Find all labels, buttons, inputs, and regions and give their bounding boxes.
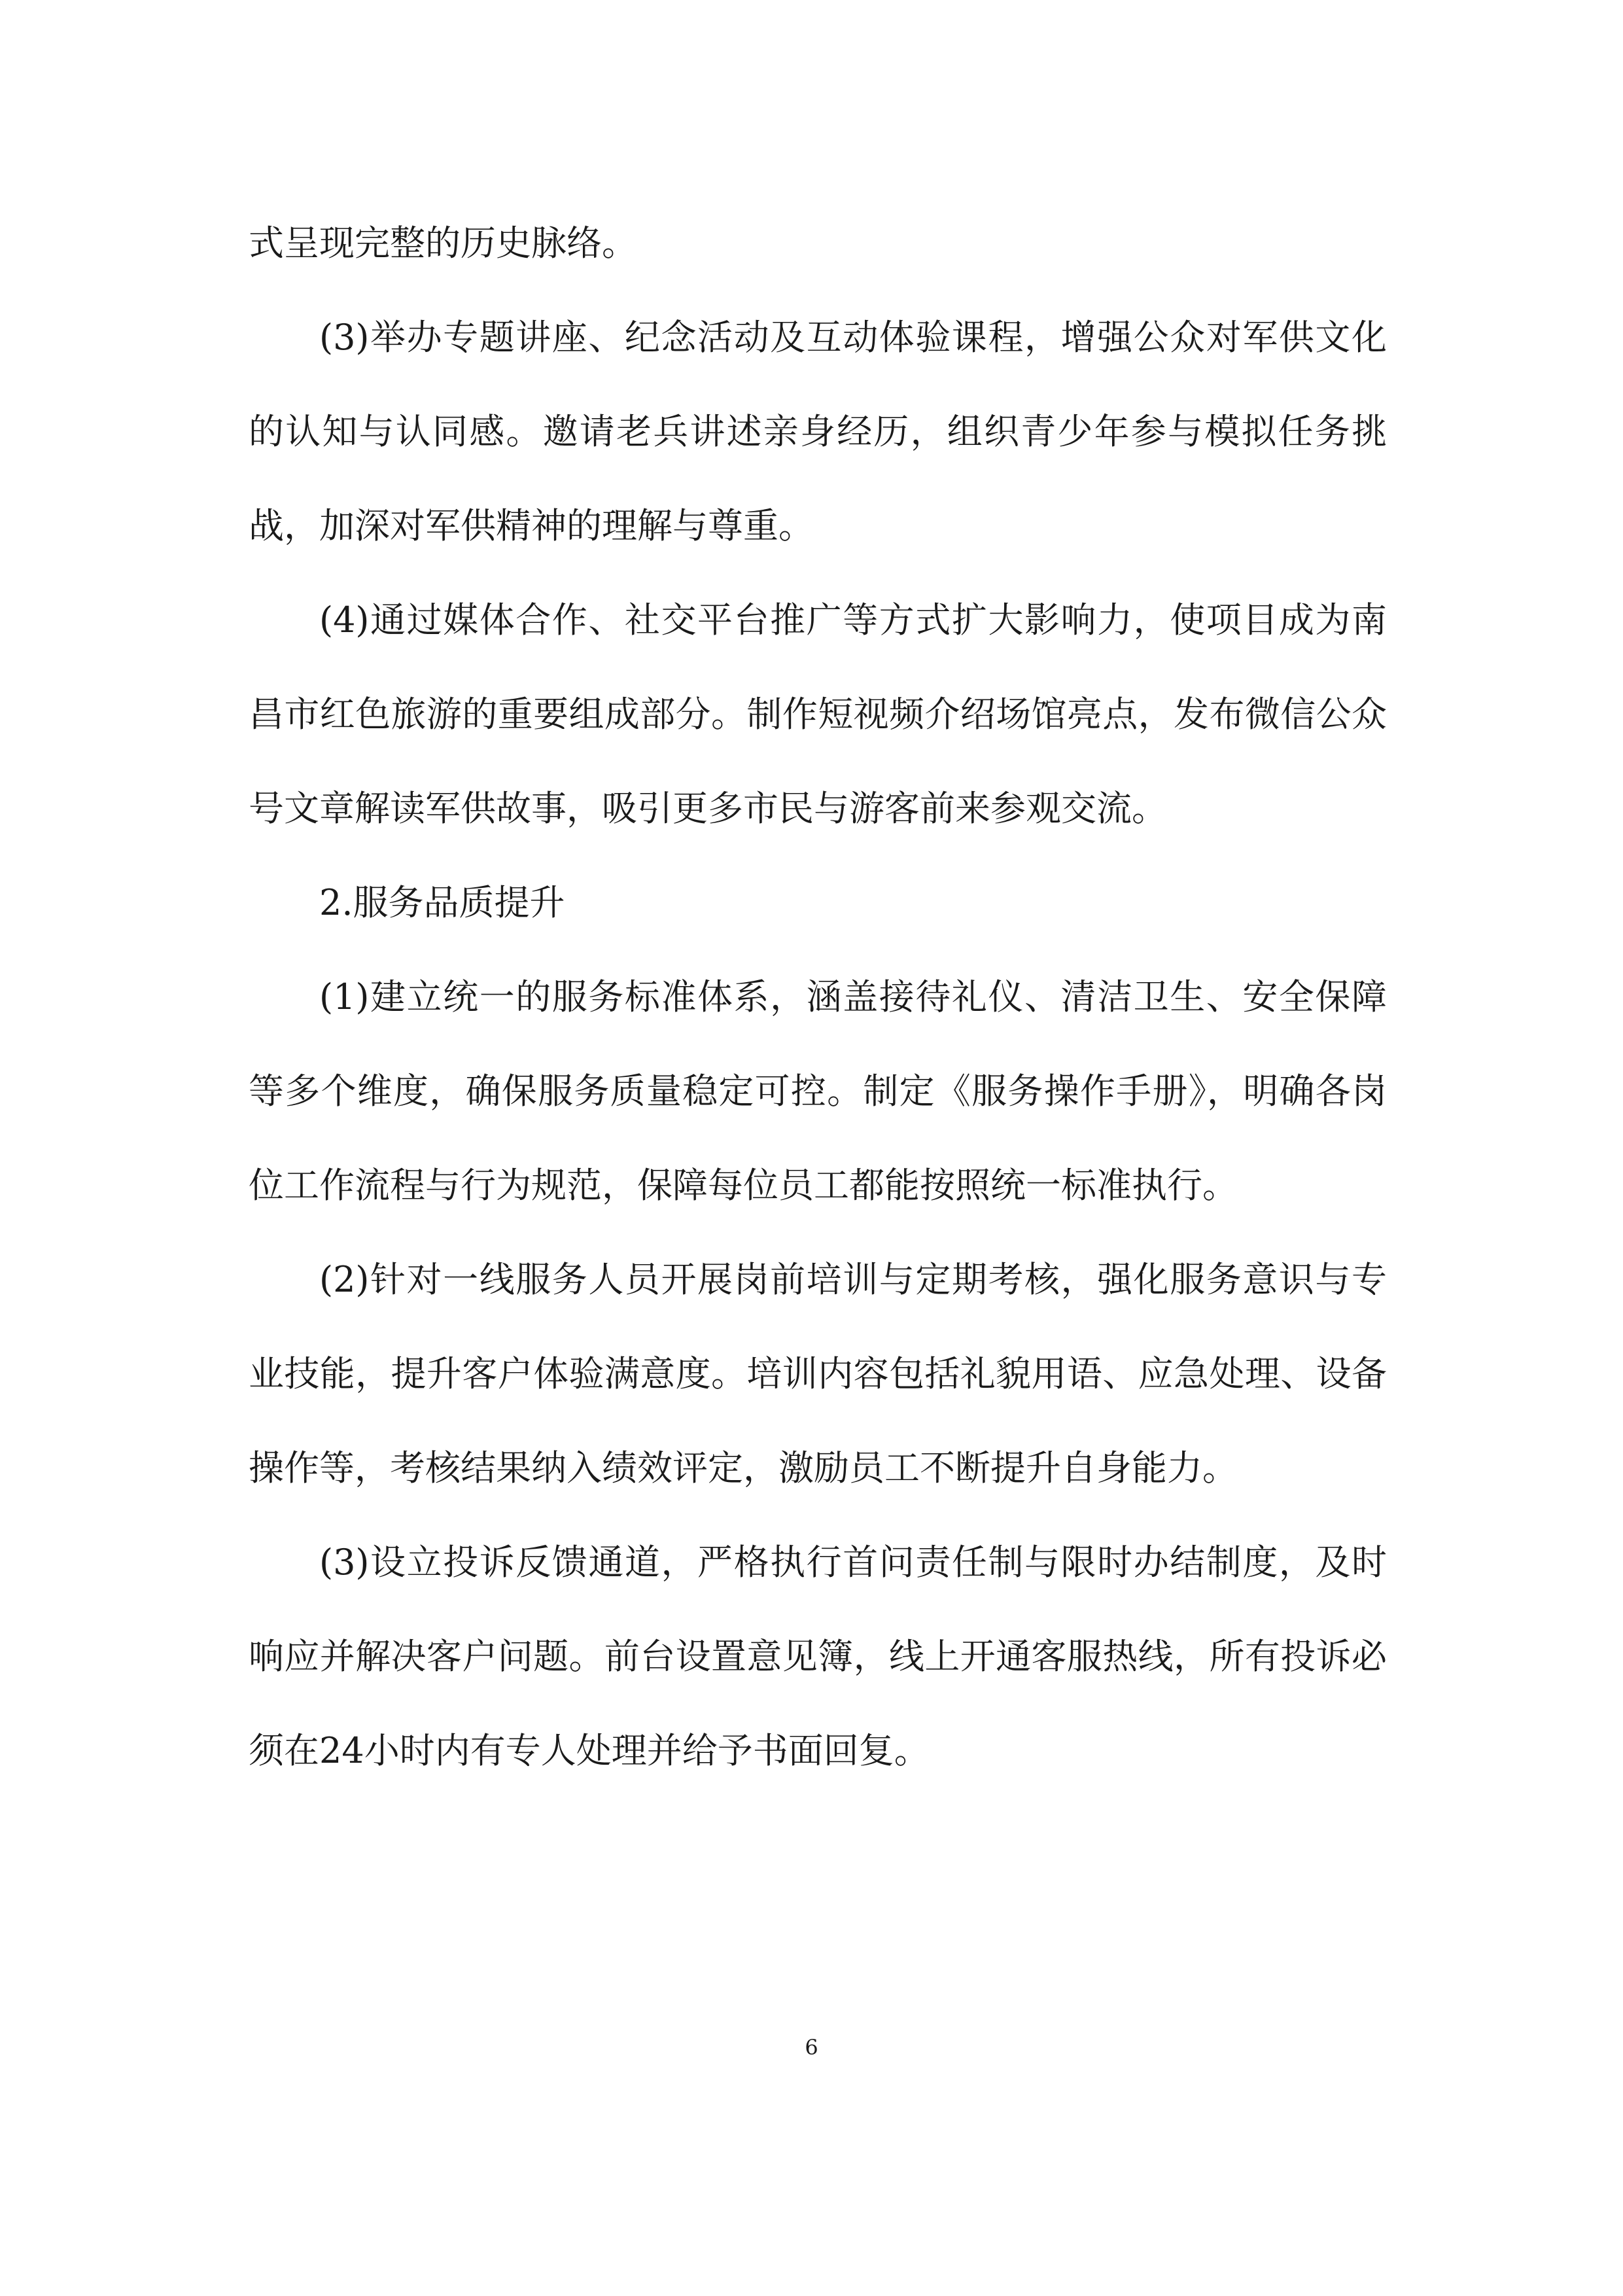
- paragraph-item-2-training: (2)针对一线服务人员开展岗前培训与定期考核，强化服务意识与专业技能，提升客户体验满意度。培训内容包括礼貌用语、应急处理、设备操作等，考核结果纳入绩效评定，激励员工不断提升自身能力。: [249, 1259, 1387, 1489]
- paragraph-item-3-complaints: (3)设立投诉反馈通道，严格执行首问责任制与限时办结制度，及时响应并解决客户问题。前台设置意见簿，线上开通客服热线，所有投诉必须在24小时内有专人处理并给予书面回复。: [249, 1542, 1387, 1771]
- document-body: [249, 196, 1387, 1798]
- paragraph-item-4-media: (4)通过媒体合作、社交平台推广等方式扩大影响力，使项目成为南昌市红色旅游的重要组成部分。制作短视频介绍场馆亮点，发布微信公众号文章解读军供故事，吸引更多市民与游客前来参观交流。: [249, 599, 1387, 829]
- paragraph-item-3-lectures: (3)举办专题讲座、纪念活动及互动体验课程，增强公众对军供文化的认知与认同感。邀请老兵讲述亲身经历，组织青少年参与模拟任务挑战，加深对军供精神的理解与尊重。: [249, 317, 1387, 546]
- page-number: 6: [805, 2035, 818, 2060]
- section-heading-service-quality: 2.服务品质提升: [319, 882, 565, 923]
- paragraph-continuation: 式呈现完整的历史脉络。: [249, 222, 637, 264]
- paragraph-item-1-standards: (1)建立统一的服务标准体系，涵盖接待礼仪、清洁卫生、安全保障等多个维度，确保服务质量稳定可控。制定《服务操作手册》，明确各岗位工作流程与行为规范，保障每位员工都能按照统一标准执行。: [249, 976, 1387, 1206]
